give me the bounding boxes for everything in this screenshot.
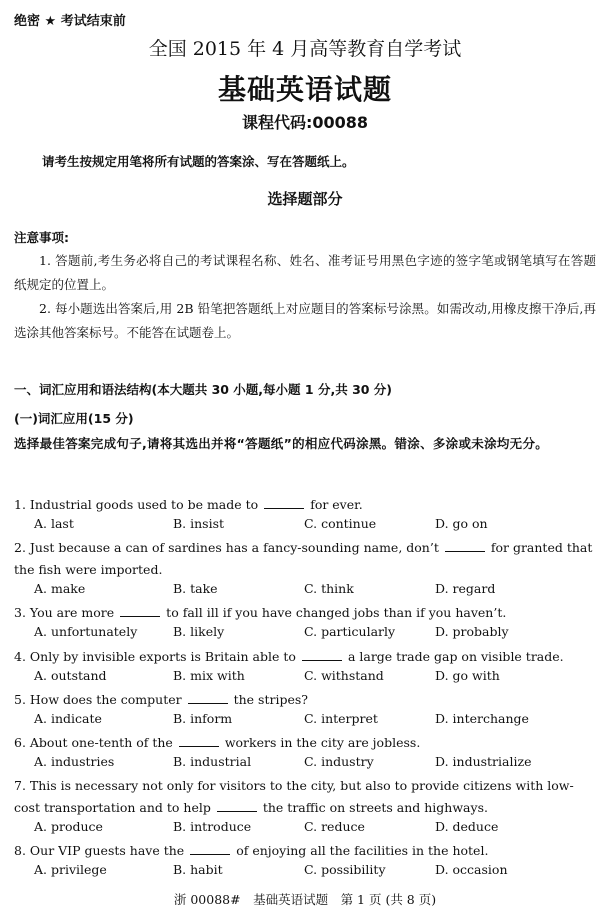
answer-blank xyxy=(445,541,485,552)
option-d: D. go on xyxy=(435,516,488,531)
notes-heading: 注意事项: xyxy=(14,230,69,245)
option-c: C. continue xyxy=(304,516,377,531)
section-directions: 选择最佳答案完成句子,请将其选出并将“答题纸”的相应代码涂黑。错涂、多涂或未涂均无分。 xyxy=(14,436,549,451)
option-d: D. deduce xyxy=(435,819,499,834)
options-5 xyxy=(34,711,594,732)
question-4 xyxy=(14,646,598,668)
option-a: A. produce xyxy=(34,819,103,834)
option-c: C. particularly xyxy=(304,624,396,639)
option-a: A. last xyxy=(34,516,74,531)
option-d: D. occasion xyxy=(435,862,508,877)
question-text: 2. Just because a can of sardines has a fancy-sounding name, don’t xyxy=(14,540,439,555)
part-title: 选择题部分 xyxy=(267,190,343,208)
answer-blank xyxy=(302,650,342,661)
question-text: 7. This is necessary not only for visitors to the city, but also to provide citizens with low-cost transportation and to help xyxy=(14,778,574,815)
option-c: C. reduce xyxy=(304,819,365,834)
options-7 xyxy=(34,819,594,840)
option-d: D. interchange xyxy=(435,711,529,726)
question-text: 6. About one-tenth of the xyxy=(14,735,173,750)
question-7 xyxy=(14,775,598,818)
option-b: B. mix with xyxy=(173,668,245,683)
question-text: the stripes? xyxy=(233,692,308,707)
question-text: to fall ill if you have changed jobs than if you haven’t. xyxy=(166,605,507,620)
question-text: the traffic on streets and highways. xyxy=(262,799,488,815)
option-a: A. outstand xyxy=(34,668,107,683)
answer-blank xyxy=(179,736,219,747)
question-5 xyxy=(14,689,598,711)
option-c: C. think xyxy=(304,581,354,596)
option-a: A. indicate xyxy=(34,711,102,726)
question-text: 4. Only by invisible exports is Britain able to xyxy=(14,649,296,664)
question-text: for ever. xyxy=(310,497,363,512)
options-1 xyxy=(34,516,594,537)
options-2 xyxy=(34,581,594,602)
exam-title: 全国 2015 年 4 月高等教育自学考试 xyxy=(148,38,462,60)
option-b: B. inform xyxy=(173,711,233,726)
question-text: a large trade gap on visible trade. xyxy=(347,649,564,664)
note-item-1: 1. 答题前,考生务必将自己的考试课程名称、姓名、准考证号用黑色字迹的签字笔或钢笔填写在答题纸规定的位置上。 xyxy=(14,253,596,292)
answer-blank xyxy=(217,801,257,812)
options-8 xyxy=(34,862,594,883)
option-d: D. probably xyxy=(435,624,509,639)
section-title: 一、词汇应用和语法结构(本大题共 30 小题,每小题 1 分,共 30 分) xyxy=(14,382,393,397)
question-6 xyxy=(14,732,598,754)
option-a: A. privilege xyxy=(34,862,107,877)
question-8 xyxy=(14,840,598,862)
options-3 xyxy=(34,624,594,645)
answer-blank xyxy=(264,498,304,509)
option-a: A. industries xyxy=(34,754,115,769)
question-text: for granted that the fish were imported. xyxy=(14,540,593,577)
course-code: 课程代码:00088 xyxy=(241,113,369,132)
question-text: 1. Industrial goods used to be made to xyxy=(14,497,259,512)
question-text: of enjoying all the facilities in the hotel. xyxy=(236,843,489,858)
option-b: B. habit xyxy=(173,862,223,877)
option-b: B. take xyxy=(173,581,218,596)
option-d: D. go with xyxy=(435,668,500,683)
option-c: C. withstand xyxy=(304,668,384,683)
question-text: 5. How does the computer xyxy=(14,692,182,707)
answer-blank xyxy=(188,693,228,704)
answer-blank xyxy=(190,844,230,855)
option-b: B. insist xyxy=(173,516,225,531)
question-text: workers in the city are jobless. xyxy=(224,735,421,750)
option-c: C. interpret xyxy=(304,711,378,726)
options-4 xyxy=(34,668,594,689)
option-b: B. introduce xyxy=(173,819,252,834)
option-c: C. possibility xyxy=(304,862,386,877)
question-3 xyxy=(14,602,598,624)
option-b: B. industrial xyxy=(173,754,252,769)
section-subtitle: (一)词汇应用(15 分) xyxy=(14,411,134,426)
question-1 xyxy=(14,494,598,516)
option-b: B. likely xyxy=(173,624,225,639)
answer-blank xyxy=(120,606,160,617)
option-a: A. unfortunately xyxy=(34,624,138,639)
option-a: A. make xyxy=(34,581,86,596)
note-item-2: 2. 每小题选出答案后,用 2B 铅笔把答题纸上对应题目的答案标号涂黑。如需改动,用橡皮擦干净后,再选涂其他答案标号。不能答在试题卷上。 xyxy=(14,301,596,340)
option-d: D. industrialize xyxy=(435,754,532,769)
question-text: 8. Our VIP guests have the xyxy=(14,843,185,858)
question-2 xyxy=(14,537,598,580)
question-text: 3. You are more xyxy=(14,605,115,620)
subject-title: 基础英语试题 xyxy=(217,73,392,106)
page-footer: 浙 00088# 基础英语试题 第 1 页 (共 8 页) xyxy=(173,892,437,907)
option-c: C. industry xyxy=(304,754,374,769)
option-d: D. regard xyxy=(435,581,496,596)
options-6 xyxy=(34,754,594,775)
answer-instruction: 请考生按规定用笔将所有试题的答案涂、写在答题纸上。 xyxy=(42,154,355,169)
confidential-label: 绝密 ★ 考试结束前 xyxy=(14,14,126,29)
